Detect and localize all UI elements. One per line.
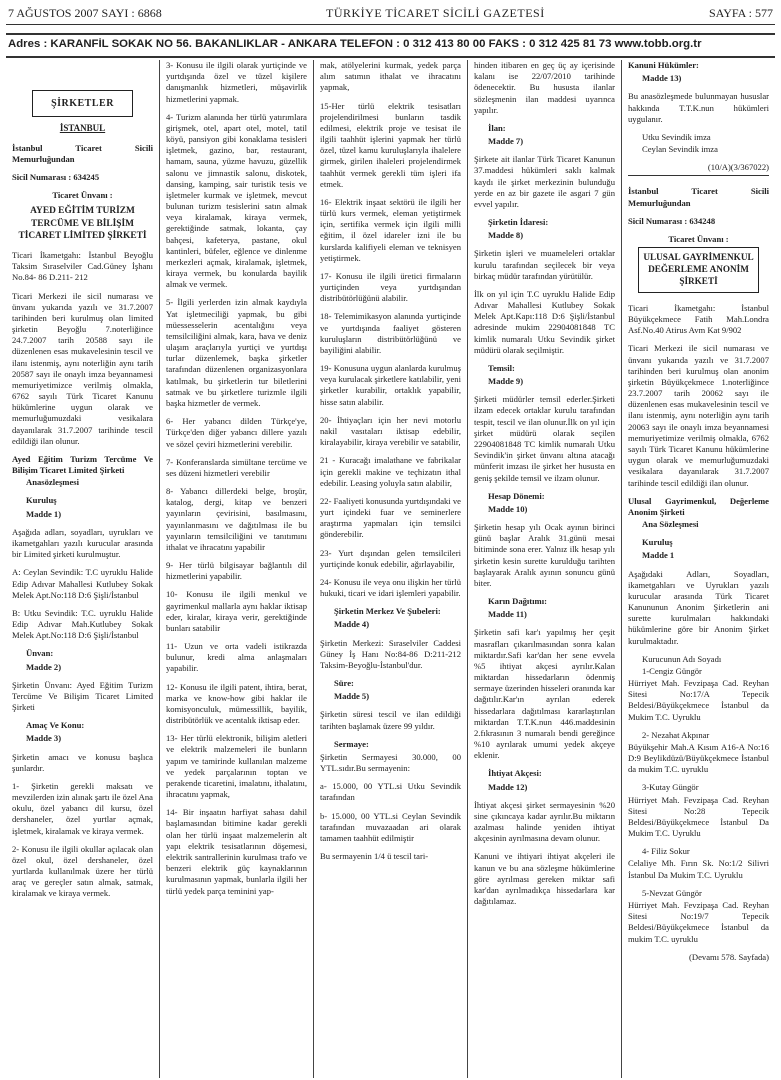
article-number: Madde 4) [334,619,370,630]
section-heading: Karın Dağıtımı: [488,596,547,607]
section-heading: Şirketin Merkez Ve Şubeleri: [334,606,441,617]
article-text: 13- Her türlü elektronik, bilişim aletleri ve elektrik malzemeleri ile bunların yapım ve tamirinde kullanılan malzeme ve yedek parçalarının toptan ve perakende ticaretini, imalatını, ithalatını, ihracatını yapmak, [166,733,307,800]
article-text: Kanuni ve ihtiyari ihtiyat akçeleri ile kanun ve bu ana sözleşme hükümlerine göre ayrılması gereken miktar safi kar'dan ayrılmadıkça hissedarlara kar dağıtılamaz. [474,851,615,907]
article-text: Aşağıdaki Adları, Soyadları, ikametgahları ve Uyrukları yazılı kurucular arasında Türk Ticaret Kanununun Anonim Şirketlerin ani surette kurulmaları hakkındaki hükümlerine göre bir Anonim Şirket kurulmaktadır. [628,568,769,646]
article-text: 22- Faaliyeti konusunda yurtdışındaki ve yurt içindeki fuar ve seminerlere araştırma yapmaları için temsilci gönderebilir. [320,495,461,540]
founders-heading: Kurucunun Adı Soyadı [642,653,722,664]
section-heading: Süre: [334,678,354,689]
article-text: 17- Konusu ile ilgili üretici firmaların yurtiçinden veya yurtdışından distribütörlüğünü alabilir. [320,270,461,304]
article-text: 20- İhtiyaçları için her nevi motorlu nakil vasıtaları iktisap edebilir, kiralayabilir, kiraya verebilir ve satabilir, [320,414,461,448]
section-heading: Kuruluş [26,495,57,506]
article-text: Aşağıda adları, soyadları, uyrukları ve ikametgahları yazılı kurucular arasında bir Limited şirketi kurulmuştur. [12,526,153,560]
article-text: 18- Telemimikasyon alanında yurtiçinde ve yurtdışında faaliyet gösteren kuruluşların distribütörlüğünü ve bayiliğini alabilir. [320,311,461,355]
article-text: 4- Turizm alanında her türlü yatırımlara girişmek, otel, apart otel, motel, tatil köyü, pansiyon gibi konaklama tesisleri işletmek, gazino, bar, restaurant, hamam, sauna, yüzme havuzu, güzellik salonu ve jimnastik salonu, diskotek, dansing, kamping, sair turistik tesis ve işletmeler kurmak ve işletmek, mevcut bulunan turizm tesislerini satın almak veya kiralamak, kiraya vermek, gerektiğinde satmak, lokanta, çay bahçesi, kafeterya, pastane, okul kantinleri, büfeler, eğlence ve dinlenme merkezleri açmak, kiralamak, işletmek, kiraya vermek, bu konularda bayilik almak ve vermek. [166,111,307,290]
section-heading: Kanuni Hükümler: [628,60,699,70]
trade-name-label: Ticaret Ünvanı : [668,233,729,244]
article-number: Madde 2) [26,661,62,672]
section-heading: Temsil: [488,362,515,373]
founder-a: A: Ceylan Sevindik: T.C uyruklu Halide Edip Adıvar Mahallesi Kutlubey Sokak Melek Apt.No:118 D:6 Şişli/İstanbul [12,567,153,600]
article-text: 2- Konusu ile ilgili okullar açılacak olan özel okul, özel dershaneler, özel yurtlarda kullanılmak üzere her türlü araç ve gereçler satın almak, satmak, kiralamak ve kiraya vermek. [12,843,153,899]
section-heading: Hesap Dönemi: [488,490,545,501]
article-number: Madde 1 [642,550,675,561]
article-text: 10- Konusu ile ilgili menkul ve gayrimenkul mallarla aynı haklar iktisap eder, kiralar, kiraya verir, gerektiğinde bunları satabilir [166,589,307,633]
founder-1-address: Hürriyet Mah. Fevzipaşa Cad. Reyhan Sitesi No:17/A Tepecik Beldesi/Büyükçekmece İstanbul da Mukim T.C. Uyruklu [628,678,769,722]
articles-company: Ayed Eğitim Turizm Tercüme Ve Bilişim Ticaret Limited Şirketi [12,453,153,476]
article-text: Şirketi müdürler temsil ederler.Şirketi ilzam edecek ortaklar kurulu tarafından tespit, tescil ve ilan olunur.İlk on yıl için şirket müdürü olarak seçilen 22904081848 TC kimlik numaralı Utku Sevindik'in şirket ünvanı altına atacağı münferit imzası ile şirket her hususta en geniş şekilde temsil ve ilzam olunur. [474,394,615,483]
company-title: AYED EĞİTİM TURİZM TERCÜME VE BİLİŞİM TİCARET LİMİTED ŞİRKETİ [18,206,147,241]
signature-2: Ceylan Sevindik imza [642,144,718,155]
article-text: İhtiyat akçesi şirket sermayesinin %20 sine çıkıncaya kadar ayrılır.Bu miktarın azalması halinde yeniden ihtiyat akçesinin ayrılmasına devam olunur. [474,799,615,844]
article-text: Şirketin Ünvanı: Ayed Eğitim Turizm Tercüme Ve Bilişim Ticaret Limited Şirketi [12,679,153,713]
articles-heading: Ana Sözleşmesi [642,519,699,530]
registry-number: Sicil Numarası : 634248 [628,215,716,226]
article-text: 16- Elektrik inşaat sektörü ile ilgili her türlü kurs vermek, eleman yetiştirmek için, sertifika vermek için ilgili milli eğitim, il özel idareler izni ile bu kurslarda kalifiyeli eleman ve teknisyen yetiştirmek. [320,196,461,263]
article-text: 24- Konusu ile veya onu ilişkin her türlü hukuki, ticari ve idari işlemleri yapabilir. [320,576,461,599]
article-text: Şirketin Sermayesi 30.000, 00 YTL.sıdır.Bu sermayenin: [320,751,461,774]
article-number: Madde 12) [488,781,528,792]
page-header [8,4,773,22]
column-4 [468,60,622,1078]
article-number: Madde 7) [488,136,524,147]
article-text: 3- Konusu ile ilgili olarak yurtiçinde ve yurtdışında özel ve tüzel kişilere danışmanlık hizmetleri, müşavirlik hizmetlerini yapmak. [166,60,307,104]
notice-code: (10/A)(3/367022) [628,162,769,176]
founder-5-name: 5-Nevzat Güngör [642,887,702,898]
section-box: ŞİRKETLER [32,90,133,117]
founder-3-name: 3-Kutay Güngör [642,782,699,793]
article-text: 14- Bir inşaatın harfiyat sahası dahil başlamasından bitimine kadar gerekli olan her türlü inşaat malzemelerin alt yapı elektrik tesisatlarının döşemesi, elektrik santrallerinin kurulması trafo ve benzeri elektrik güç kaynaklarının kurulmasının yapmak, bunlarla ilgili her türlü yedek parça teminini yap- [166,807,307,896]
founder-2-address: Büyükşehir Mah.A Kısım A16-A No:16 D:9 Beylikdüzü/Büyükçekmece İstanbul da mukim T.C. uyruklu [628,741,769,775]
article-number: Madde 5) [334,691,370,702]
section-heading: İhtiyat Akçesi: [488,768,542,779]
article-text: Bu anasözleşmede bulunmayan hususlar hakkında T.T.K.nun hükümleri uygulanır. [628,91,769,124]
founder-1-name: 1-Cengiz Güngör [642,665,702,676]
article-number: Madde 8) [488,230,524,241]
registry-paragraph: Ticari Merkezi ile sicil numarası ve ünvanı yukarıda yazılı ve 31.7.2007 tarihinden beri kurulmuş olan anonim şirketin Büyükçekmece 1.noterliğince 23.7.2007 tarih 20062 sayı ile düzenlenen esas mukavelesinin tescil ve ilanı istenmiş, aynı noterliğin aynı tarih 20063 sayı ile onaylı imza beyannamesi memuriyetimize verilmiş olmakla, 6762 sayılı Türk Ticaret Kanunu hükümlerine uygun olarak ve memurluğumuzdaki vesikalara dayanılarak 31.7.2007 tarihinde tescil edildiği ilan olunur. [628,343,769,488]
article-number: Madde 13) [642,73,682,84]
article-number: Madde 3) [26,733,62,744]
column-5 [622,60,775,1078]
continued-note: (Devamı 578. Sayfada) [689,951,769,962]
article-text: Şirketin süresi tescil ve ilan edildiği tarihten başlamak üzere 99 yıldır. [320,709,461,731]
column-1 [6,60,160,1078]
column-3 [314,60,468,1078]
article-text: b- 15.000, 00 YTL.si Ceylan Sevindik tarafından muvazaadan ari olarak tamamen taahhüt edilmiştir [320,810,461,843]
article-text: Şirketin işleri ve muameleleri ortaklar kurulu tarafından seçilecek bir veya birkaç müdür tarafından yürütülür. [474,248,615,281]
article-text: İlk on yıl için T.C uyruklu Halide Edip Adıvar Mahallesi Kutlubey Sokak Melek Apt.Kapı:118 D:6 Şişli/İstanbul adresinde mukim 22904081848 TC kimlik numaralı Utku Sevindik şirket müdürü olarak seçilmiştir. [474,288,615,355]
section-heading: Şirketin İdaresi: [488,217,549,228]
section-heading: Amaç Ve Konu: [26,720,85,731]
registry-office: İstanbul Ticaret Sicili Memurluğundan [628,186,769,208]
article-text: Şirketin Merkezi: Sıraselviler Caddesi Güney İş Hanı No:84-86 D:211-212 Taksim-Beyoğlu-İstanbul'dur. [320,637,461,670]
article-text: mak, atölyelerini kurmak, yedek parça alım satımın ithalat ve ihracatını yapmak, [320,60,461,93]
founder-3-address: Hürriyet Mah. Fevzipaşa Cad. Reyhan Sitesi No:28 Tepecik Beldesi/Büyükçekmece İstanbul Da Mukim T.C. Uyruklu [628,794,769,839]
article-number: Madde 11) [488,609,527,620]
address-rule [6,56,775,58]
article-number: Madde 10) [488,503,528,514]
article-text: 23- Yurt dışından gelen temsilcileri yurtiçinde konuk edebilir, ağırlayabilir, [320,547,461,569]
column-2 [160,60,314,1078]
section-heading: Ünvan: [26,648,54,659]
founder-b: B: Utku Sevindik: T.C. uyruklu Halide Edip Adıvar Mah.Kutlubey Sokak Melek Apt.No:118 D:6 Şişli/İstanbul [12,607,153,641]
address-paragraph: Ticari İkametgahı: İstanbul Beyoğlu Taksim Sıraselviler Cad.Güney İşhanı No.84- 86 D.211- 212 [12,250,153,283]
city-heading: İSTANBUL [59,123,106,133]
articles-company: Ulusal Gayrimenkul, Değerleme Anonim Şirketi [628,495,769,517]
article-text: a- 15.000, 00 YTL.si Utku Sevindik tarafından [320,781,461,803]
founder-2-name: 2- Nezahat Akpınar [642,729,710,740]
article-text: 5- İlgili yerlerden izin almak kaydıyla Yat işletmeciliği yapmak, bu gibi müessesselerin acentalığını veya temsilciliğini almak, kara, hava ve deniz ulaşım araçlarıyla yurtiçi ve yurtdışı turlar düzenlemek, başka şirketler tarafından düzenlenen organizasyonlara katılmak, bu şirketlerin tur biletlerini satmak ve bu şirketlere turizmle ilgili başka hizmetler de vermek. [166,297,307,408]
registry-office: İstanbul Ticaret Sicili Memurluğundan [12,142,153,164]
signature-1: Utku Sevindik imza [642,131,711,142]
company-title-box: ULUSAL GAYRİMENKUL DEĞERLEME ANONİM ŞİRKETİ [638,247,759,293]
section-heading: Kuruluş [642,537,673,548]
section-heading: Sermaye: [334,738,369,749]
article-text: 21 - Kuracağı imalathane ve fabrikalar için gerekli makine ve teçhizatın ithal edebilir. Leasing yoluyla satın alabilir, [320,455,461,488]
articles-heading: Anasözleşmesi [26,477,79,488]
article-text: Bu sermayenin 1/4 ü tescil tari- [320,851,429,862]
article-text: Şirketin safi kar'ı yapılmış her çeşit masrafları çıkarılmasından sonra kalan miktardır.Safi kar'dan her sene evvela %5 ihtiyat akçesi ayrılır.Kalan miktardan hissedarların ödenmiş sermaye üzerinden hisseleri oranında kar dağıtılır.Kar'ın ayrılan ederek hissedarlara dağıtılması kararlaştırılan miktardan T.T.K.nun 446.maddesinin 2.fıkrasının 3 numaralı bendi gereğince %10 ayrılarak umumi yedek akçeye eklenir. [474,627,615,761]
article-text: Şirketin hesap yılı Ocak ayının birinci günü başlar Aralık 31.günü mesai bitiminde sona erer. Yalnız ilk hesap yılı şirketin kesin surette kurulduğu tarihten başlayarak Aralık ayının sonuncu günü biter. [474,522,615,588]
article-text: 19- Konusuna uygun alanlarda kurulmuş veya kurulacak şirketlere katılabilir, yeni şirketler kurabilir, ortaklık yapabilir, hisse satın alabilir. [320,363,461,407]
article-text: hinden itibaren en geç üç ay içerisinde kalanı ise 22/07/2010 tarihinde ödenecektir. Bu hususta ilanlar sözleşmenin ilan maddesi uyarınca yapılır. [474,60,615,115]
founder-4-name: 4- Filiz Sokur [642,846,690,857]
page-number: SAYFA : 577 [708,5,773,20]
article-text: 11- Uzun ve orta vadeli istikrazda bulunur, kredi alma anlaşmaları yapabilir. [166,641,307,674]
article-text: 8- Yabancı dillerdeki belge, broşür, katalog, dergi, kitap ve benzeri yayınların çevirisini, basılmasını, yayınlanmasını ve dağıtılması ile bu yayınların temsilciliğini ve tanıtımını ithalat ve ihracatını yapabilir [166,486,307,552]
founder-4-address: Celaliye Mh. Fırın Sk. No:1/2 Silivri İstanbul Da Mukim T.C. Uyruklu [628,858,769,880]
article-number: Madde 1) [26,508,62,519]
registry-paragraph: Ticari Merkezi ile sicil numarası ve ünvanı yukarıda yazılı ve 31.7.2007 tarihinden beri kurulmuş olan limited şirketin Beyoğlu 7.noterliğince 24.7.2007 tarih 20588 sayı ile düzenlenen esas mukavelesinin tescil ve ilanı istenmiş, aynı noterliğin aynı tarih 20587 sayı ile onaylı imza beyannamesi memuriyetimizce verilmiş olmakla, 6762 sayılı Türk Ticaret Kanunu hükümlerine uygun olarak ve memurluğumuzdaki vesikalara dayanılarak 31.7.2007 tarihinde tescil edildiği ilan olunur. [12,290,153,446]
header-rule [6,24,775,25]
article-text: 15-Her türlü elektrik tesisatları projelendirilmesi bunların tasdik edilmesi, elektrik proje ve tesisat ile ilgili taahhüt işlerini yapmak her türlü özel, tüzel kamu kuruluşlarıyla ihalelere girmek, girilen ihaleleri projelendirmek taahhüt vermek gerekli tüm işleri ifa etmek. [320,100,461,189]
address-paragraph: Ticari İkametgahı: İstanbul Büyükçekmece Fatih Mah.Londra Asf.No.40 Atirus Avm Kat 9/902 [628,302,769,336]
columns [6,60,775,1078]
issue-date: 7 AĞUSTOS 2007 SAYI : 6868 [8,5,162,20]
article-text: 1- Şirketin gerekli maksatı ve mevzilerden izin alınak şartı ile özel Ana okulu, özel yabancı dil kursu, özel dershaneler, özel yurtlar açmak, işletmek, kiralamak ve kiraya vermek. [12,780,153,836]
article-text: 12- Konusu ile ilgili patent, ihtira, berat, marka ve know-how gibi haklar ile komisyonculuk, mümessillik, bayilik, distribütörlük ve acentalık iktisap eder. [166,681,307,726]
trade-name-label: Ticaret Ünvanı : [52,190,113,201]
section-heading: İlan: [488,122,506,133]
article-text: 7- Konferanslarda simültane tercüme ve ses düzeni hizmetleri verebilir [166,456,307,478]
gazette-title: TÜRKİYE TİCARET SİCİLİ GAZETESİ [325,5,545,20]
article-text: 6- Her yabancı dilden Türkçe'ye, Türkçe'den diğer yabancı dillere yazılı ve sözel çeviri hizmetlerini verebilir. [166,416,307,449]
registry-number: Sicil Numarası : 634245 [12,172,100,183]
header-rule-thick [6,33,775,35]
founder-5-address: Hürriyet Mah. Fevzipaşa Cad. Reyhan Sitesi No:19/7 Tepecik Beldesi/Büyükçekmece İstanbul da mukim T.C. uyruklu [628,900,769,944]
article-text: Şirkete ait ilanlar Türk Ticaret Kanunun 37.maddesi hükümleri saklı kalmak kaydı ile şirket merkezinin bulunduğu yerde en az bir gazete ile asgari 7 gün evvel yapılır. [474,154,615,209]
article-number: Madde 9) [488,376,524,387]
article-text: 9- Her türlü bilgisayar bağlantılı dil hizmetlerini yapabilir. [166,560,307,582]
address-line: Adres : KARANFİL SOKAK NO 56. BAKANLIKLAR - ANKARA TELEFON : 0 312 413 80 00 FAKS : 0 312 425 81 73 www.tobb.org.tr [8,38,702,50]
article-text: Şirketin amacı ve konusu başlıca şunlardır. [12,751,153,773]
